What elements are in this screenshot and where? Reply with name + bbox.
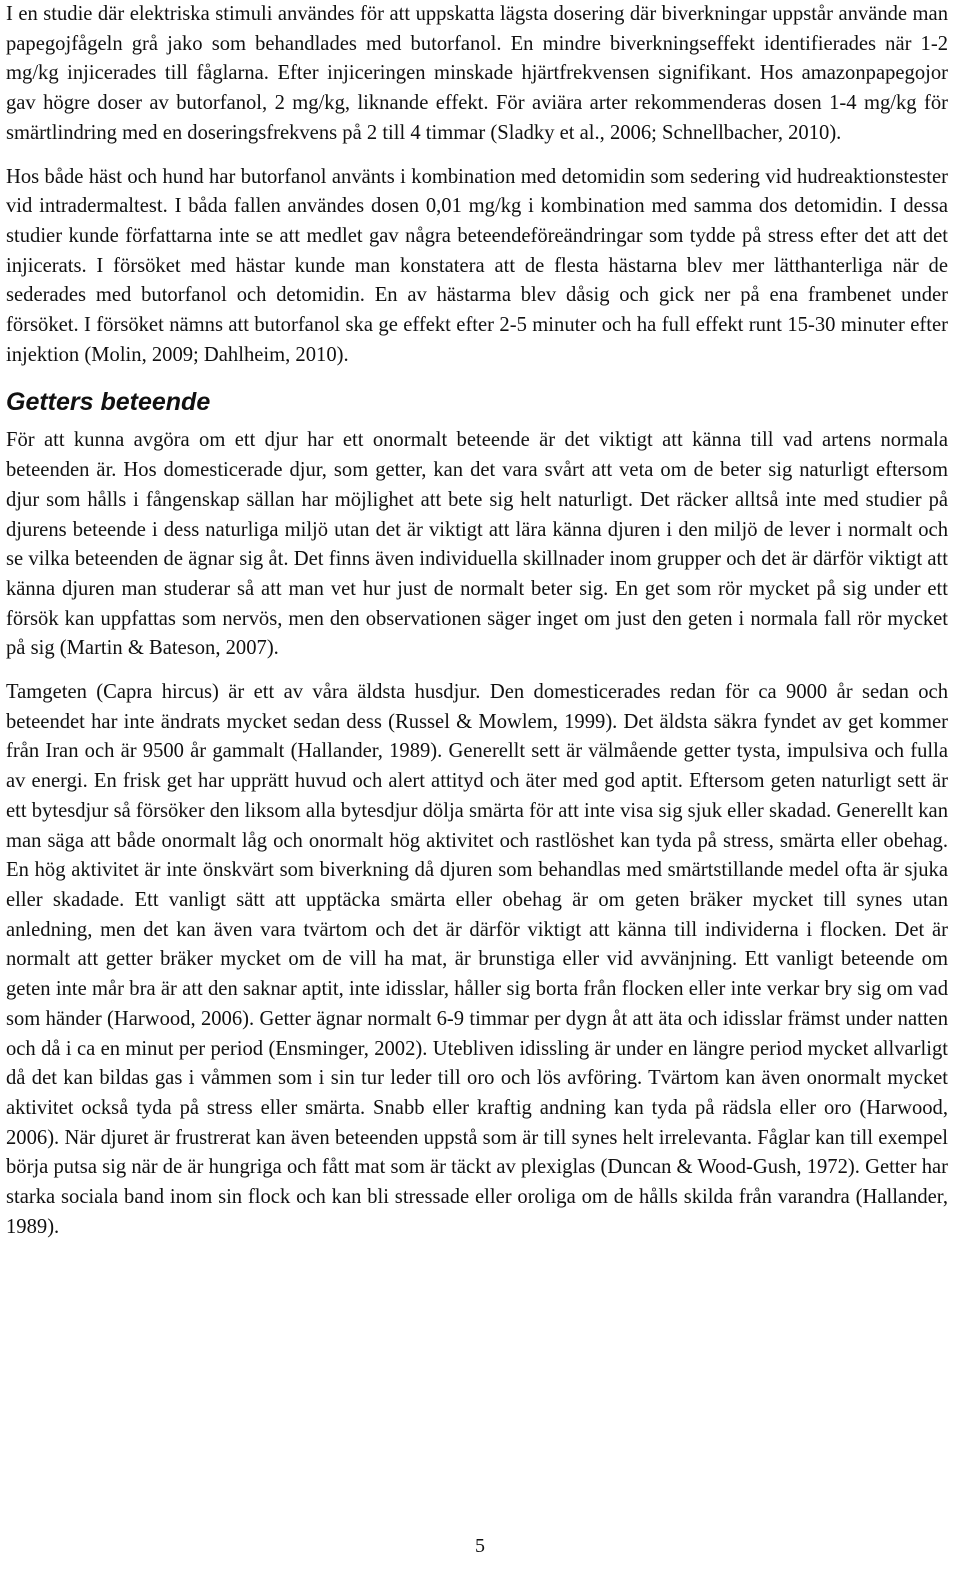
page-number: 5 <box>475 1535 485 1557</box>
paragraph-normal-behaviour: För att kunna avgöra om ett djur har ett onormalt beteende är det viktigt att känna till vad artens normala beteenden är. Hos domesticerade djur, som getter, kan det vara svårt att veta om de beter sig naturligt eftersom djur som hålls i fångenskap sällan har möjlighet att bete sig helt naturligt. Det räcker alltså inte med studier på djurens beteende i dess naturliga miljö utan det är viktigt att lära känna djuren i den miljö de lever i normalt och se vilka beteenden de ägnar sig åt. Det finns även individuella skillnader inom grupper och det är därför viktigt att känna djuren man studerar så att man vet hur just de normalt beter sig. En get som rör mycket på sig under ett försök kan uppfattas som nervös, men den observationen säger inget om just den geten i normala fall rör mycket på sig (Martin & Bateson, 2007). <box>6 429 948 660</box>
document-page <box>6 0 948 1242</box>
section-heading: Getters beteende <box>6 388 211 417</box>
paragraph-butorfanol-horse-dog: Hos både häst och hund har butorfanol använts i kombination med detomidin som sedering vid hudreaktionstester vid intradermaltest. I båda fallen användes dosen 0,01 mg/kg i kombination med samma dos detomidin. I dessa studier kunde författarna inte se att medlet gav några beteendeföreändringar som tydde på stress efter det att det injicerats. I försöket med hästar kunde man konstatera att de flesta hästarna blev mer lätthanterliga när de sederades med butorfanol och detomidin. En av hästarma blev dåsig och gick ner på ena frambenet under försöket. I försöket nämns att butorfanol ska ge effekt efter 2-5 minuter och ha full effekt runt 15-30 minuter efter injektion (Molin, 2009; Dahlheim, 2010). <box>6 165 948 366</box>
paragraph-butorfanol-birds: I en studie där elektriska stimuli användes för att uppskatta lägsta dosering där biverkningar uppstår använde man papegojfågeln grå jako som behandlades med butorfanol. En mindre biverkningseffekt identifierades när 1-2 mg/kg injicerades till fåglarna. Efter injiceringen minskade hjärtfrekvensen signifikant. Hos amazonpapegojor gav högre doser av butorfanol, 2 mg/kg, liknande effekt. För aviära arter rekommenderas dosen 1-4 mg/kg för smärtlindring med en doseringsfrekvens på 2 till 4 timmar (Sladky et al., 2006; Schnellbacher, 2010). <box>6 3 948 144</box>
paragraph-goat-behaviour: Tamgeten (Capra hircus) är ett av våra äldsta husdjur. Den domesticerades redan för ca 9000 år sedan och beteendet har inte ändrats mycket sedan dess (Russel & Mowlem, 1999). Det äldsta säkra fyndet av get kommer från Iran och är 9500 år gammalt (Hallander, 1989). Generellt sett är välmående getter tysta, impulsiva och fulla av energi. En frisk get har upprätt huvud och alert attityd och äter med god aptit. Eftersom geten naturligt sett är ett bytesdjur så försöker den liksom alla bytesdjur dölja smärta för att inte visa sig sjuk eller skadad. Generellt kan man säga att både onormalt låg och onormalt hög aktivitet och rastlöshet kan tyda på stress, smärta eller obehag. En hög aktivitet är inte önskvärt som biverkning då djuren som behandlas med smärtstillande medel ofta är sjuka eller skadade. Ett vanligt sätt att upptäcka smärta eller obehag är om geten bräker mycket till synes utan anledning, men det kan även vara tvärtom och det är därför viktigt att känna till individerna i flocken. Det är normalt att getter bräker mycket om de vill ha mat, är brunstiga eller vid avvänjning. Ett vanligt beteende om geten inte mår bra är att den saknar aptit, inte idisslar, håller sig borta från flocken eller inte verkar bry sig om vad som händer (Harwood, 2006). Getter ägnar normalt 6-9 timmar per dygn åt att äta och idisslar främst under natten och då i ca en minut per period (Ensminger, 2002). Utebliven idissling är under en längre period mycket allvarligt då det kan bildas gas i våmmen som i sin tur leder till oro och lös avföring. Tvärtom kan även onormalt mycket aktivitet också tyda på stress eller smärta. Snabb eller kraftig andning kan tyda på rädsla eller oro (Harwood, 2006). När djuret är frustrerat kan även beteenden uppstå som är till synes helt irrelevanta. Fåglar kan till exempel börja putsa sig när de är hungriga och fått mat som är täckt av plexiglas (Duncan & Wood-Gush, 1972). Getter har starka sociala band inom sin flock och kan bli stressade eller oroliga om de hålls skilda från varandra (Hallander, 1989). <box>6 681 948 1238</box>
